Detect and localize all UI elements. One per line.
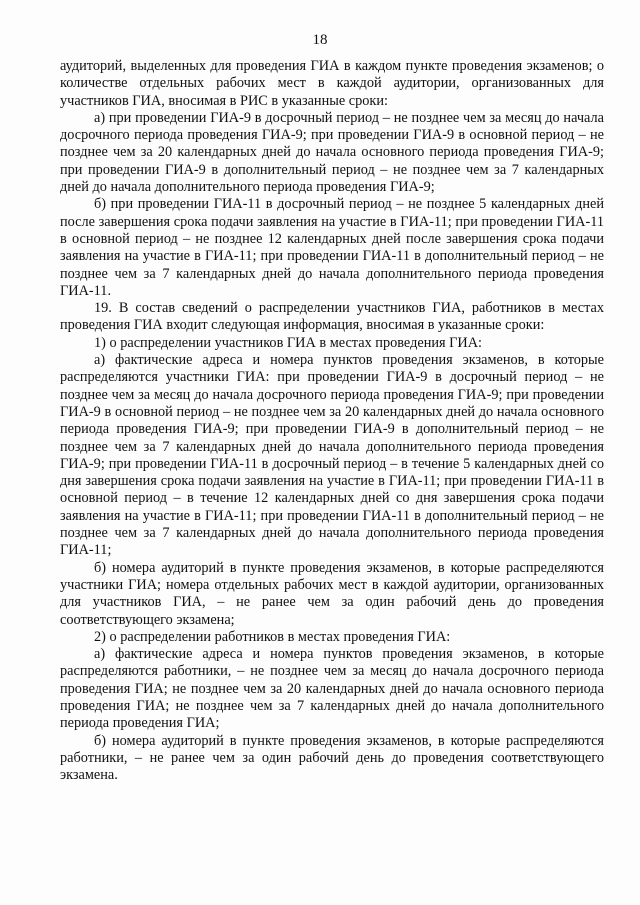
paragraph-sub-1-a: а) фактические адреса и номера пунктов проведения экзаменов, в которые распределяются участники ГИА: при проведении ГИА-9 в досрочный период – не позднее чем за месяц до начала досрочного периода проведения ГИА-9; при проведении ГИА-9 в основной период – не позднее чем за 20 календарных дней до начала основного периода проведения ГИА-9; при проведении ГИА-9 в дополнительный период – не позднее чем за 7 календарных дней до начала дополнительного периода проведения ГИА-9; при проведении ГИА-11 в досрочный период – в течение 5 календарных дней со дня завершения срока подачи заявления на участие в ГИА-11; при проведении ГИА-11 в основной период – в течение 12 календарных дней со дня завершения срока подачи заявления на участие в ГИА-11; при проведении ГИА-11 в дополнительный период – не позднее чем за 7 календарных дней до начала дополнительного периода проведения ГИА-11; — [60, 352, 604, 559]
paragraph-sub-2-heading: 2) о распределении работников в местах проведения ГИА: — [94, 628, 451, 645]
paragraph-continuation: аудиторий, выделенных для проведения ГИА в каждом пункте проведения экзаменов; о количестве отдельных рабочих мест в каждой аудитории, организованных для участников ГИА, вносимая в РИС в указанные сроки: — [60, 58, 604, 109]
paragraph-sub-1-b: б) номера аудиторий в пункте проведения экзаменов, в которые распределяются участники ГИА; номера отдельных рабочих мест в каждой аудитории, организованных для участников ГИА, – не ранее чем за один рабочий день до проведения соответствующего экзамена; — [60, 559, 604, 628]
paragraph-clause-19: 19. В состав сведений о распределении участников ГИА, работников в местах проведения ГИА входит следующая информация, вносимая в указанные сроки: — [60, 300, 604, 334]
paragraph-sub-2-a: а) фактические адреса и номера пунктов проведения экзаменов, в которые распределяются работники, – не позднее чем за месяц до начала досрочного периода проведения ГИА; не позднее чем за 20 календарных дней до начала основного периода проведения ГИА; не позднее чем за 7 календарных дней до начала дополнительного периода проведения ГИА; — [60, 646, 604, 732]
paragraph-sub-2-b: б) номера аудиторий в пункте проведения экзаменов, в которые распределяются работники, – не ранее чем за один рабочий день до проведения соответствующего экзамена. — [60, 732, 604, 784]
paragraph-item-a-gia9: а) при проведении ГИА-9 в досрочный период – не позднее чем за месяц до начала досрочного периода проведения ГИА-9; при проведении ГИА-9 в основной период – не позднее чем за 20 календарных дней до начала основного периода проведения ГИА-9; при проведении ГИА-9 в дополнительный период – не позднее чем за 7 календарных дней до начала дополнительного периода проведения ГИА-9; — [60, 109, 604, 196]
page-number: 18 — [312, 32, 328, 48]
paragraph-item-b-gia11: б) при проведении ГИА-11 в досрочный период – не позднее 5 календарных дней после завершения срока подачи заявления на участие в ГИА-11; при проведении ГИА-11 в основной период – не позднее 12 календарных дней после завершения срока подачи заявления на участие в ГИА-11; при проведении ГИА-11 в дополнительный период – не позднее чем за 7 календарных дней до начала дополнительного периода проведения ГИА-11. — [60, 196, 604, 299]
paragraph-sub-1-heading: 1) о распределении участников ГИА в местах проведения ГИА: — [94, 334, 483, 351]
document-body — [60, 58, 604, 784]
